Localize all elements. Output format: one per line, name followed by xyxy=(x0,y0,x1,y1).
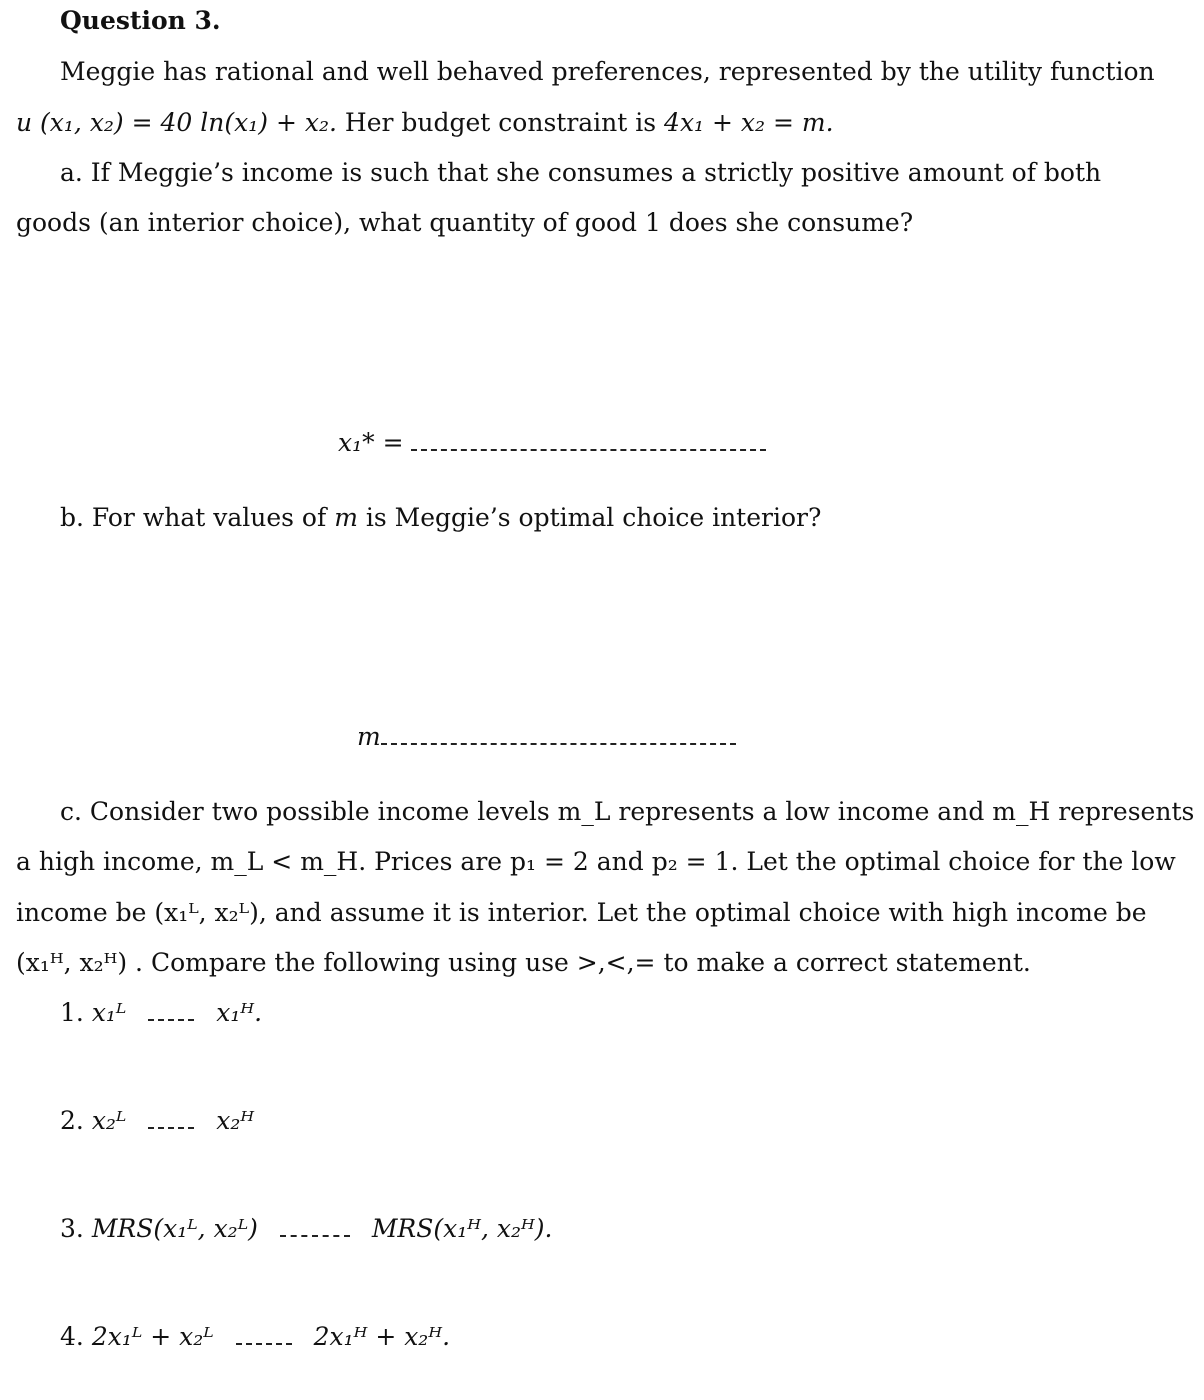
question-title: Question 3. xyxy=(60,6,221,35)
part-a-answer-blank[interactable] xyxy=(411,449,766,451)
part-c-line-1: c. Consider two possible income levels m_L represents a low income and m_H represents xyxy=(60,797,1195,826)
compare-item-4-blank[interactable] xyxy=(236,1343,292,1345)
compare-item-3-blank[interactable] xyxy=(280,1235,350,1237)
compare-item-2 xyxy=(60,1106,254,1136)
part-b-line xyxy=(60,503,821,533)
part-c-line-4: (x₁ᴴ, x₂ᴴ) . Compare the following using use >,<,= to make a correct statement. xyxy=(16,948,1031,977)
part-b-prompt-var: m xyxy=(334,503,358,532)
part-c-line-2: a high income, m_L < m_H. Prices are p₁ = 2 and p₂ = 1. Let the optimal choice for the low xyxy=(16,847,1176,876)
budget-text: Her budget constraint is xyxy=(344,108,657,137)
part-a-answer-label: x₁* = xyxy=(338,428,404,457)
part-a-line-1: a. If Meggie’s income is such that she consumes a strictly positive amount of both xyxy=(60,158,1102,187)
part-a-line-2: goods (an interior choice), what quantity of good 1 does she consume? xyxy=(16,208,914,237)
compare-item-4-num: 4. xyxy=(60,1322,84,1351)
part-b-answer-blank[interactable] xyxy=(381,743,736,745)
compare-item-2-num: 2. xyxy=(60,1106,84,1135)
part-b-answer-row xyxy=(357,722,736,752)
part-b-prompt-pre: b. For what values of xyxy=(60,503,327,532)
intro-line-2 xyxy=(16,108,834,138)
part-c-line-3: income be (x₁ᴸ, x₂ᴸ), and assume it is interior. Let the optimal choice with high income be xyxy=(16,898,1147,927)
compare-item-4 xyxy=(60,1322,450,1352)
compare-item-3-num: 3. xyxy=(60,1214,84,1243)
compare-item-1 xyxy=(60,998,262,1028)
part-b-prompt-post: is Meggie’s optimal choice interior? xyxy=(365,503,822,532)
compare-item-4-right: 2x₁ᴴ + x₂ᴴ. xyxy=(313,1322,451,1351)
compare-item-3-left: MRS(x₁ᴸ, x₂ᴸ) xyxy=(91,1214,258,1243)
compare-item-1-left: x₁ᴸ xyxy=(91,998,127,1027)
compare-item-4-left: 2x₁ᴸ + x₂ᴸ xyxy=(91,1322,214,1351)
compare-item-3-right: MRS(x₁ᴴ, x₂ᴴ). xyxy=(371,1214,553,1243)
budget-equation: 4x₁ + x₂ = m. xyxy=(664,108,834,137)
compare-item-2-right: x₂ᴴ xyxy=(216,1106,255,1135)
compare-item-2-blank[interactable] xyxy=(148,1127,194,1129)
compare-item-2-left: x₂ᴸ xyxy=(91,1106,127,1135)
compare-item-1-right: x₁ᴴ. xyxy=(216,998,263,1027)
part-a-answer-row xyxy=(338,428,766,458)
utility-equation: u (x₁, x₂) = 40 ln(x₁) + x₂. xyxy=(16,108,337,137)
part-b-answer-label: m xyxy=(357,722,381,751)
compare-item-1-num: 1. xyxy=(60,998,84,1027)
compare-item-3 xyxy=(60,1214,552,1244)
compare-item-1-blank[interactable] xyxy=(148,1019,194,1021)
intro-line-1: Meggie has rational and well behaved preferences, represented by the utility function xyxy=(60,57,1155,86)
